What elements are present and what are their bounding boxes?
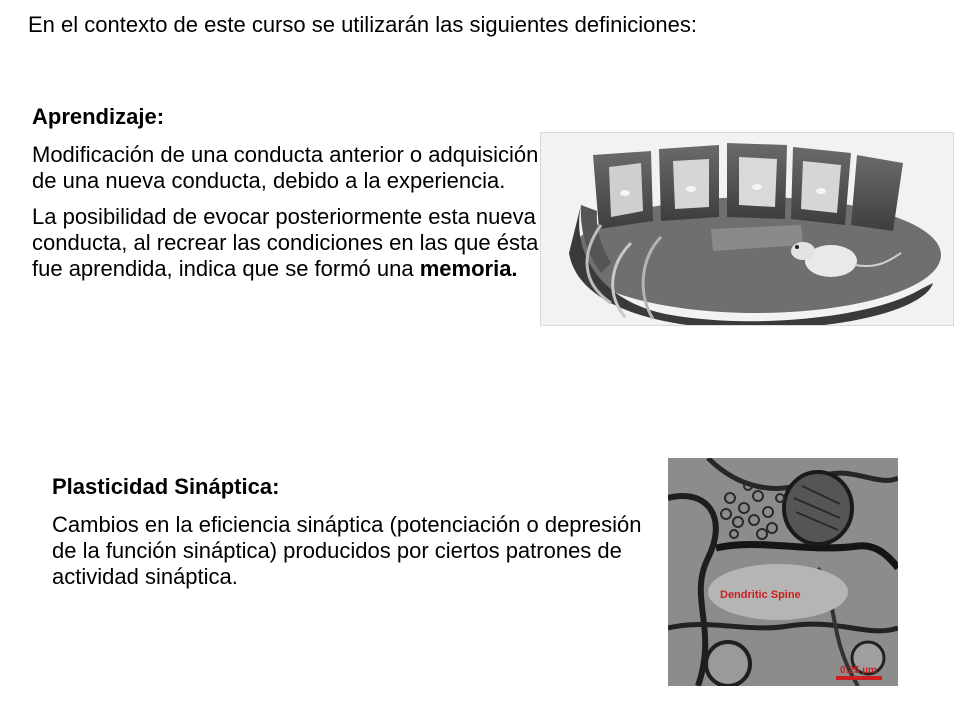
learning-heading: Aprendizaje:: [32, 104, 165, 129]
scale-bar-label: 0.25 µm: [840, 665, 877, 676]
learning-paragraph-2: [32, 204, 552, 282]
learning-paragraph-2-text: La posibilidad de evocar posteriormente esta nueva conducta, al recrear las condiciones en las que ésta fue aprendida, indica que se formó una: [32, 204, 539, 281]
plasticity-heading: Plasticidad Sináptica:: [52, 474, 280, 499]
scale-bar: [836, 676, 882, 680]
electron-micrograph: [668, 458, 898, 686]
dendritic-spine-label: Dendritic Spine: [720, 589, 801, 601]
maze-illustration: [541, 133, 953, 325]
maze-illustration-image: [540, 132, 954, 326]
learning-definition: [32, 104, 552, 292]
learning-paragraph-1: Modificación de una conducta anterior o adquisición de una nueva conducta, debido a la experiencia.: [32, 142, 539, 193]
electron-micrograph-image: [668, 458, 898, 686]
plasticity-paragraph: Cambios en la eficiencia sináptica (potenciación o depresión de la función sináptica) producidos por ciertos patrones de actividad sináptica.: [52, 512, 642, 589]
intro-text: En el contexto de este curso se utilizarán las siguientes definiciones:: [28, 12, 697, 37]
plasticity-definition: [52, 474, 642, 600]
memory-term: memoria.: [419, 256, 518, 281]
